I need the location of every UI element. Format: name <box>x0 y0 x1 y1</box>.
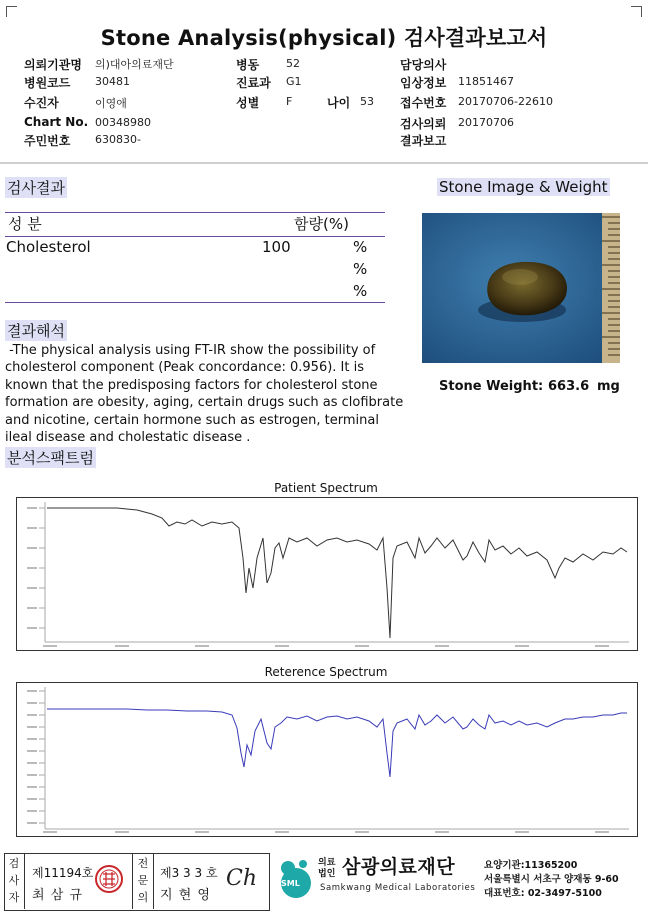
reception-no-label: 접수번호 <box>400 96 447 110</box>
stone-heading: Stone Image & Weight <box>439 178 608 196</box>
ward-value: 52 <box>286 57 300 70</box>
reference-spectrum-title: Reterence Spectrum <box>264 665 388 679</box>
results-bottom-rule <box>5 302 385 303</box>
specialist-signature: Ch <box>226 866 258 891</box>
specialist-name: 지 현 영 <box>160 888 211 903</box>
content-col-header: 함량(%) <box>294 215 349 233</box>
logo-badge: SML <box>281 879 300 888</box>
result-value: 100 <box>262 238 291 256</box>
patient-value: 이영애 <box>95 97 127 110</box>
report-title: Stone Analysis(physical) 검사결과보고서 <box>100 26 548 50</box>
stone-weight-unit: mg <box>597 379 620 394</box>
patient-label: 수진자 <box>24 96 59 110</box>
org-name-en: Samkwang Medical Laboratories <box>320 883 476 893</box>
resident-no-value: 630830- <box>95 133 141 146</box>
stone-weight-label: Stone Weight: <box>439 379 544 394</box>
examiner-license: 제11194호 <box>32 866 94 880</box>
clinical-info-value: 11851467 <box>458 75 514 88</box>
reference-spectrum-plot <box>16 682 638 837</box>
result-component: Cholesterol <box>6 238 91 256</box>
sml-logo <box>272 856 316 900</box>
interpretation-line: known that the predisposing factors for cholesterol stone <box>5 377 378 393</box>
age-label: 나이 <box>327 96 351 110</box>
results-header-rule <box>5 236 385 237</box>
reception-no-value: 20170706-22610 <box>458 95 553 108</box>
corner-mark <box>6 6 17 17</box>
care-code: 요양기관:11365200 <box>484 860 578 871</box>
component-col-header: 성 분 <box>8 215 42 233</box>
age-value: 53 <box>360 95 374 108</box>
result-unit: % <box>353 238 368 256</box>
institution-value: 의)대아의료재단 <box>95 58 174 71</box>
test-request-label: 검사의뢰 <box>400 117 447 131</box>
specialist-license: 제3 3 3 호 <box>160 866 218 880</box>
test-request-value: 20170706 <box>458 116 514 129</box>
org-type: 의료 법인 <box>318 858 336 879</box>
results-heading: 검사결과 <box>7 179 65 197</box>
examiner-name: 최 삼 규 <box>32 888 83 903</box>
stone-weight-value: 663.6 <box>548 379 590 394</box>
result-unit: % <box>353 260 368 278</box>
result-report-label: 결과보고 <box>400 134 447 148</box>
hospital-code-label: 병원코드 <box>24 76 71 90</box>
org-name: 삼광의료재단 <box>342 856 456 878</box>
interpretation-line: formation are obesity, aging, certain drugs such as clofibrate <box>5 395 404 411</box>
examiner-label-cell <box>4 853 25 909</box>
interpretation-line: ileal disease and cholestatic disease . <box>5 430 251 446</box>
header-separator <box>0 162 648 164</box>
org-phone: 대표번호: 02-3497-5100 <box>484 888 602 899</box>
specialist-label: 전문의 <box>137 857 149 904</box>
examiner-label: 검사자 <box>8 857 20 904</box>
clinical-info-label: 임상정보 <box>400 76 447 90</box>
patient-spectrum-plot <box>16 497 638 651</box>
chart-no-value: 00348980 <box>95 116 151 129</box>
stone-photo <box>422 213 620 363</box>
institution-label: 의뢰기관명 <box>24 58 82 72</box>
interpretation-line: and nicotine, certain hormone such as estrogen, terminal <box>5 412 379 428</box>
corner-mark <box>631 6 642 17</box>
chart-no-label: Chart No. <box>24 115 89 129</box>
result-unit: % <box>353 282 368 300</box>
interpretation-line: cholesterol component (Peak concordance: 0.956). It is <box>5 360 364 376</box>
doctor-label: 담당의사 <box>400 58 447 72</box>
org-address: 서울특별시 서초구 양재동 9-60 <box>484 874 619 885</box>
interpretation-text <box>5 342 415 446</box>
ward-label: 병동 <box>236 58 260 72</box>
interpretation-line: -The physical analysis using FT-IR show the possibility of <box>5 343 376 358</box>
sex-value: F <box>286 95 293 108</box>
examiner-seal <box>94 864 124 894</box>
patient-spectrum-title: Patient Spectrum <box>274 481 378 495</box>
specialist-label-cell <box>132 853 154 909</box>
spectrum-heading: 분석스팩트럼 <box>7 449 94 467</box>
dept-label: 진료과 <box>236 76 271 90</box>
dept-value: G1 <box>286 75 302 88</box>
interpretation-heading: 결과해석 <box>7 322 65 340</box>
sex-label: 성별 <box>236 96 260 110</box>
hospital-code-value: 30481 <box>95 75 130 88</box>
resident-no-label: 주민번호 <box>24 134 71 148</box>
